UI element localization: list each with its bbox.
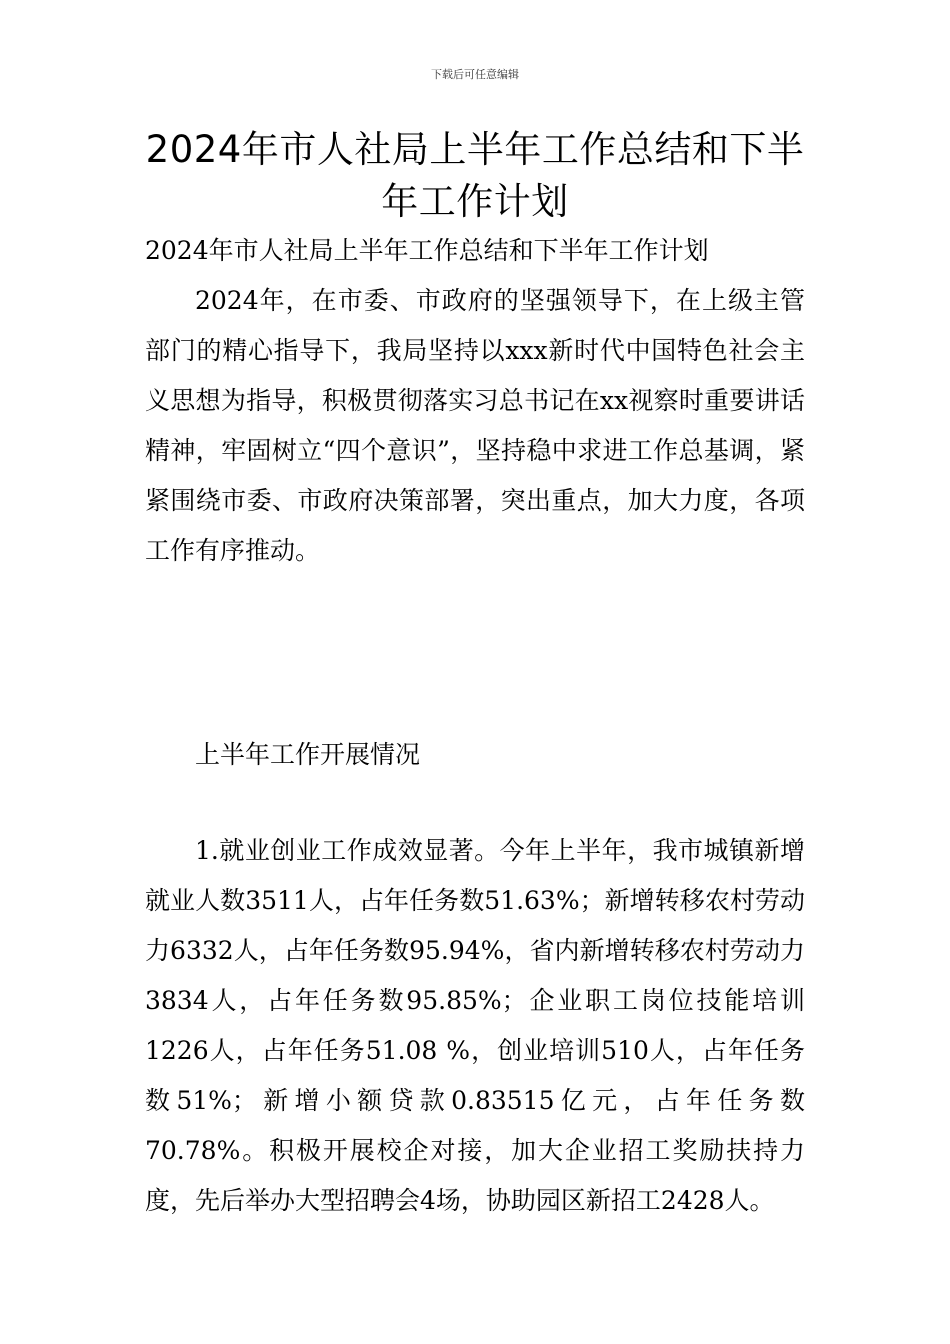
- item-1-paragraph: 1.就业创业工作成效显著。今年上半年，我市城镇新增就业人数3511人，占年任务数51.63%；新增转移农村劳动力6332人，占年任务数95.94%，省内新增转移农村劳动力3834人，占年任务数95.85%；企业职工岗位技能培训1226人，占年任务51.08 %，创业培训510人，占年任务数51%；新增小额贷款0.83515亿元，占年任务数70.78%。积极开展校企对接，加大企业招工奖励扶持力度，先后举办大型招聘会4场，协助园区新招工2428人。: [145, 836, 805, 1215]
- document-title: 2024年市人社局上半年工作总结和下半年工作计划: [145, 128, 805, 223]
- repeat-title: 2024年市人社局上半年工作总结和下半年工作计划: [145, 236, 709, 265]
- intro-paragraph: 2024年，在市委、市政府的坚强领导下，在上级主管部门的精心指导下，我局坚持以xxx新时代中国特色社会主义思想为指导，积极贯彻落实习总书记在xx视察时重要讲话精神，牢固树立“四个意识”，坚持稳中求进工作总基调，紧紧围绕市委、市政府决策部署，突出重点，加大力度，各项工作有序推动。: [145, 286, 805, 565]
- header-note: 下载后可任意编辑: [431, 68, 519, 81]
- section-heading: 上半年工作开展情况: [195, 740, 421, 769]
